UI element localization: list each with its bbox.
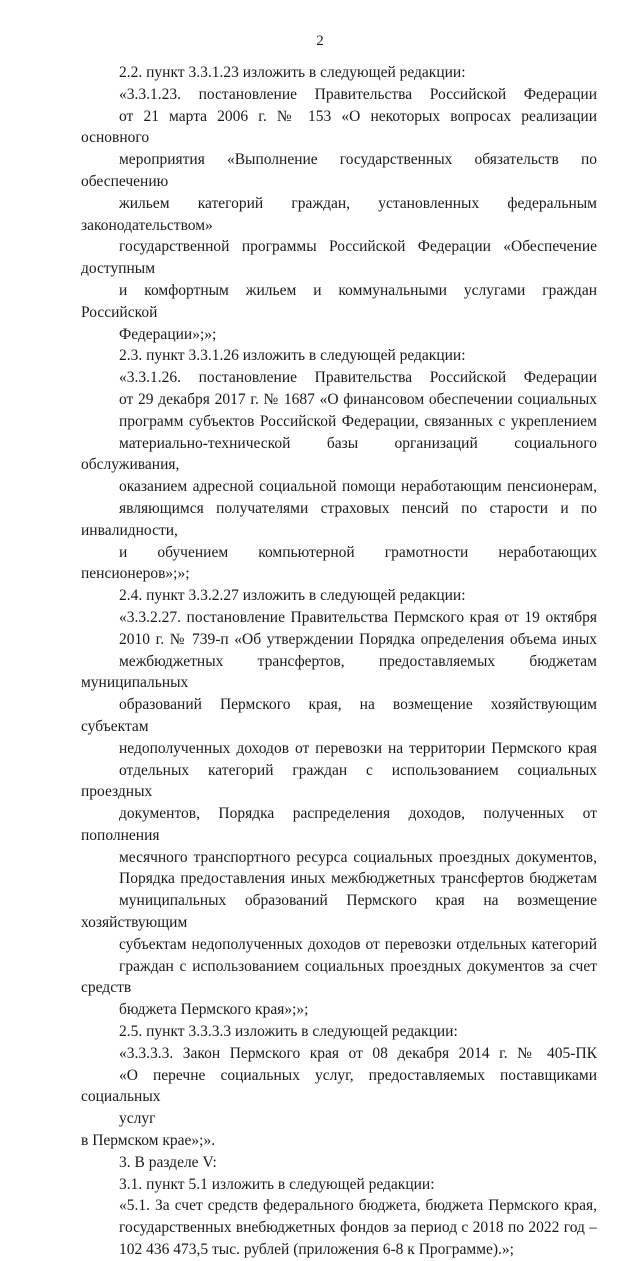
- paragraph: [81, 62, 597, 84]
- paragraph: [81, 1195, 597, 1260]
- text-line: материально-технической базы организаций социального обслуживания,: [81, 434, 597, 474]
- paragraph: [81, 585, 597, 607]
- text-line: государственных внебюджетных фондов за период с 2018 по 2022 год –: [119, 1219, 597, 1237]
- text-line: «5.1. За счет средств федерального бюджета, бюджета Пермского края,: [119, 1197, 597, 1215]
- text-line: «3.3.3.3. Закон Пермского края от 08 декабря 2014 г. № 405-ПК: [119, 1044, 597, 1062]
- paragraph: [81, 84, 597, 346]
- text-line: государственной программы Российской Федерации «Обеспечение доступным: [81, 238, 597, 278]
- text-line: 102 436 473,5 тыс. рублей (приложения 6-8 к Программе).»;: [119, 1241, 514, 1259]
- text-line: образований Пермского края, на возмещение хозяйствующим субъектам: [81, 696, 597, 735]
- paragraph: [81, 607, 597, 1021]
- text-line: 3.1. пункт 5.1 изложить в следующей редакции:: [119, 1175, 435, 1193]
- text-line: и комфортным жильем и коммунальными услугами граждан Российской: [81, 281, 597, 321]
- paragraph: [81, 1130, 597, 1152]
- text-line: документов, Порядка распределения доходов, полученных от пополнения: [81, 805, 597, 844]
- text-line: бюджета Пермского края»;»;: [119, 1001, 309, 1019]
- paragraph: [81, 1043, 597, 1130]
- text-line: 3. В разделе V:: [119, 1153, 217, 1171]
- text-line: недополученных доходов от перевозки на территории Пермского края: [119, 739, 597, 757]
- paragraph: [81, 1021, 597, 1043]
- text-line: от 29 декабря 2017 г. № 1687 «О финансовом обеспечении социальных: [119, 390, 597, 408]
- paragraph: [81, 1152, 597, 1174]
- text-line: месячного транспортного ресурса социальных проездных документов,: [119, 848, 597, 866]
- text-line: жильем категорий граждан, установленных федеральным законодательством»: [81, 194, 597, 234]
- text-line: муниципальных образований Пермского края на возмещение хозяйствующим: [81, 892, 597, 932]
- text-line: «О перечне социальных услуг, предоставляемых поставщиками социальных: [81, 1066, 597, 1106]
- text-line: отдельных категорий граждан с использованием социальных проездных: [81, 761, 597, 801]
- text-line: оказанием адресной социальной помощи неработающим пенсионерам,: [119, 478, 597, 496]
- page-number: 2: [316, 33, 324, 49]
- document-body: [81, 62, 597, 1261]
- paragraph: [81, 1174, 597, 1196]
- paragraph: [81, 367, 597, 585]
- text-line: мероприятия «Выполнение государственных обязательств по обеспечению: [81, 151, 597, 190]
- text-line: в Пермском крае»;».: [81, 1132, 216, 1150]
- text-line: от 21 марта 2006 г. № 153 «О некоторых вопросах реализации основного: [81, 107, 597, 147]
- text-line: «3.3.1.26. постановление Правительства Российской Федерации: [119, 369, 597, 387]
- text-line: Порядка предоставления иных межбюджетных трансфертов бюджетам: [119, 870, 597, 888]
- paragraph: [81, 345, 597, 367]
- text-line: граждан с использованием социальных проездных документов за счет средств: [81, 957, 597, 997]
- text-line: и обучением компьютерной грамотности неработающих пенсионеров»;»;: [81, 543, 597, 583]
- text-line: 2.3. пункт 3.3.1.26 изложить в следующей редакции:: [119, 347, 466, 365]
- text-line: 2010 г. № 739-п «Об утверждении Порядка определения объема иных: [119, 630, 597, 648]
- text-line: Федерации»;»;: [119, 325, 217, 343]
- text-line: субъектам недополученных доходов от перевозки отдельных категорий: [119, 935, 597, 953]
- text-line: межбюджетных трансфертов, предоставляемых бюджетам муниципальных: [81, 652, 597, 692]
- text-line: 2.4. пункт 3.3.2.27 изложить в следующей редакции:: [119, 587, 466, 605]
- text-line: «3.3.2.27. постановление Правительства Пермского края от 19 октября: [119, 608, 597, 626]
- text-line: «3.3.1.23. постановление Правительства Российской Федерации: [119, 85, 597, 103]
- text-line: 2.2. пункт 3.3.1.23 изложить в следующей редакции:: [119, 64, 466, 81]
- text-line: услуг: [119, 1110, 156, 1128]
- text-line: являющимся получателями страховых пенсий по старости и по инвалидности,: [81, 499, 597, 539]
- text-line: 2.5. пункт 3.3.3.3 изложить в следующей редакции:: [119, 1023, 458, 1041]
- text-line: программ субъектов Российской Федерации, связанных с укреплением: [119, 412, 597, 430]
